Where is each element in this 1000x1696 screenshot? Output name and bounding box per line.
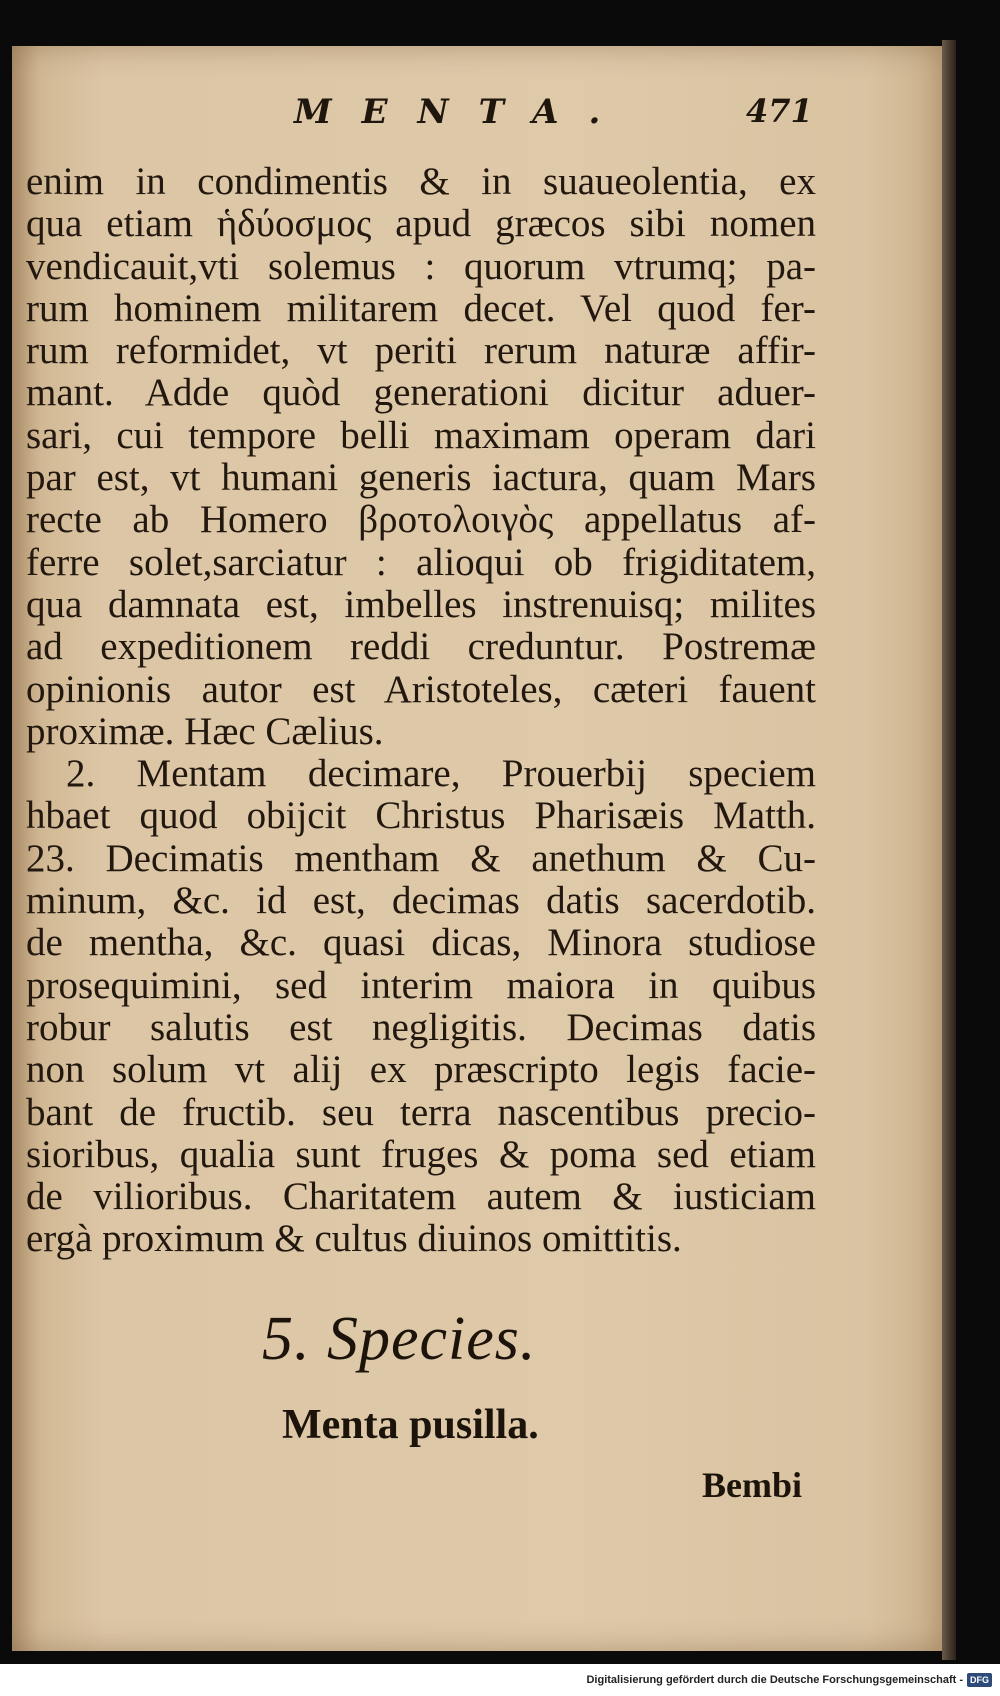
text-line: robur salutis est negligitis. Decimas datis [26,1005,816,1049]
text-line: de mentha, &c. quasi dicas, Minora studiose [26,921,816,965]
text-line: par est, vt humani generis iactura, quam Mars [26,456,816,500]
page-number: 471 [746,92,813,130]
text-line: vendicauit,vti solemus : quorum vtrumq; pa- [26,244,816,288]
species-heading: Menta pusilla. [282,1402,539,1448]
body-text [26,161,816,1261]
text-line: recte ab Homero βροτολοιγὸς appellatus af- [26,498,816,542]
section-title: 5. Species. [262,1305,537,1373]
text-line: 23. Decimatis mentham & anethum & Cu- [26,836,816,880]
book-edge [942,40,956,1660]
text-line: rum hominem militarem decet. Vel quod fer- [26,286,816,330]
text-line: prosequimini, sed interim maiora in quibus [26,963,816,1007]
text-line: qua damnata est, imbelles instrenuisq; milites [26,582,816,626]
catchword: Bembi [702,1465,803,1505]
text-line: 2. Mentam decimare, Prouerbij speciem [66,752,816,796]
text-line: bant de fructib. seu terra nascentibus precio- [26,1090,816,1134]
text-line: opinionis autor est Aristoteles, cæteri fauent [26,667,816,711]
text-line: ferre solet,sarciatur : alioqui ob frigiditatem, [26,540,816,584]
text-line: sari, cui tempore belli maximam operam dari [26,413,816,457]
dfg-logo-icon: DFG [967,1673,992,1687]
running-head: MENTA. [294,92,631,132]
text-line: enim in condimentis & in suaueolentia, ex [26,160,816,203]
text-line: ad expeditionem reddi creduntur. Postremæ [26,625,816,669]
text-line: qua etiam ἡδύοσμος apud græcos sibi nomen [26,202,816,246]
funding-notice: Digitalisierung gefördert durch die Deutsche Forschungsgemeinschaft - [586,1674,963,1686]
text-line: de vilioribus. Charitatem autem & iusticiam [26,1175,816,1219]
text-line: rum reformidet, vt periti rerum naturæ affir- [26,329,816,373]
text-line: non solum vt alij ex præscripto legis facie- [26,1048,816,1092]
text-line: sioribus, qualia sunt fruges & poma sed etiam [26,1132,816,1176]
text-line: ergà proximum & cultus diuinos omittitis. [26,1217,682,1261]
book-page [12,46,942,1651]
text-line: hbaet quod obijcit Christus Pharisæis Matth. [26,794,816,838]
text-line: mant. Adde quòd generationi dicitur aduer- [26,371,816,415]
footer [586,1670,992,1690]
text-line: proximæ. Hæc Cælius. [26,709,384,753]
text-line: minum, &c. id est, decimas datis sacerdotib. [26,879,816,923]
